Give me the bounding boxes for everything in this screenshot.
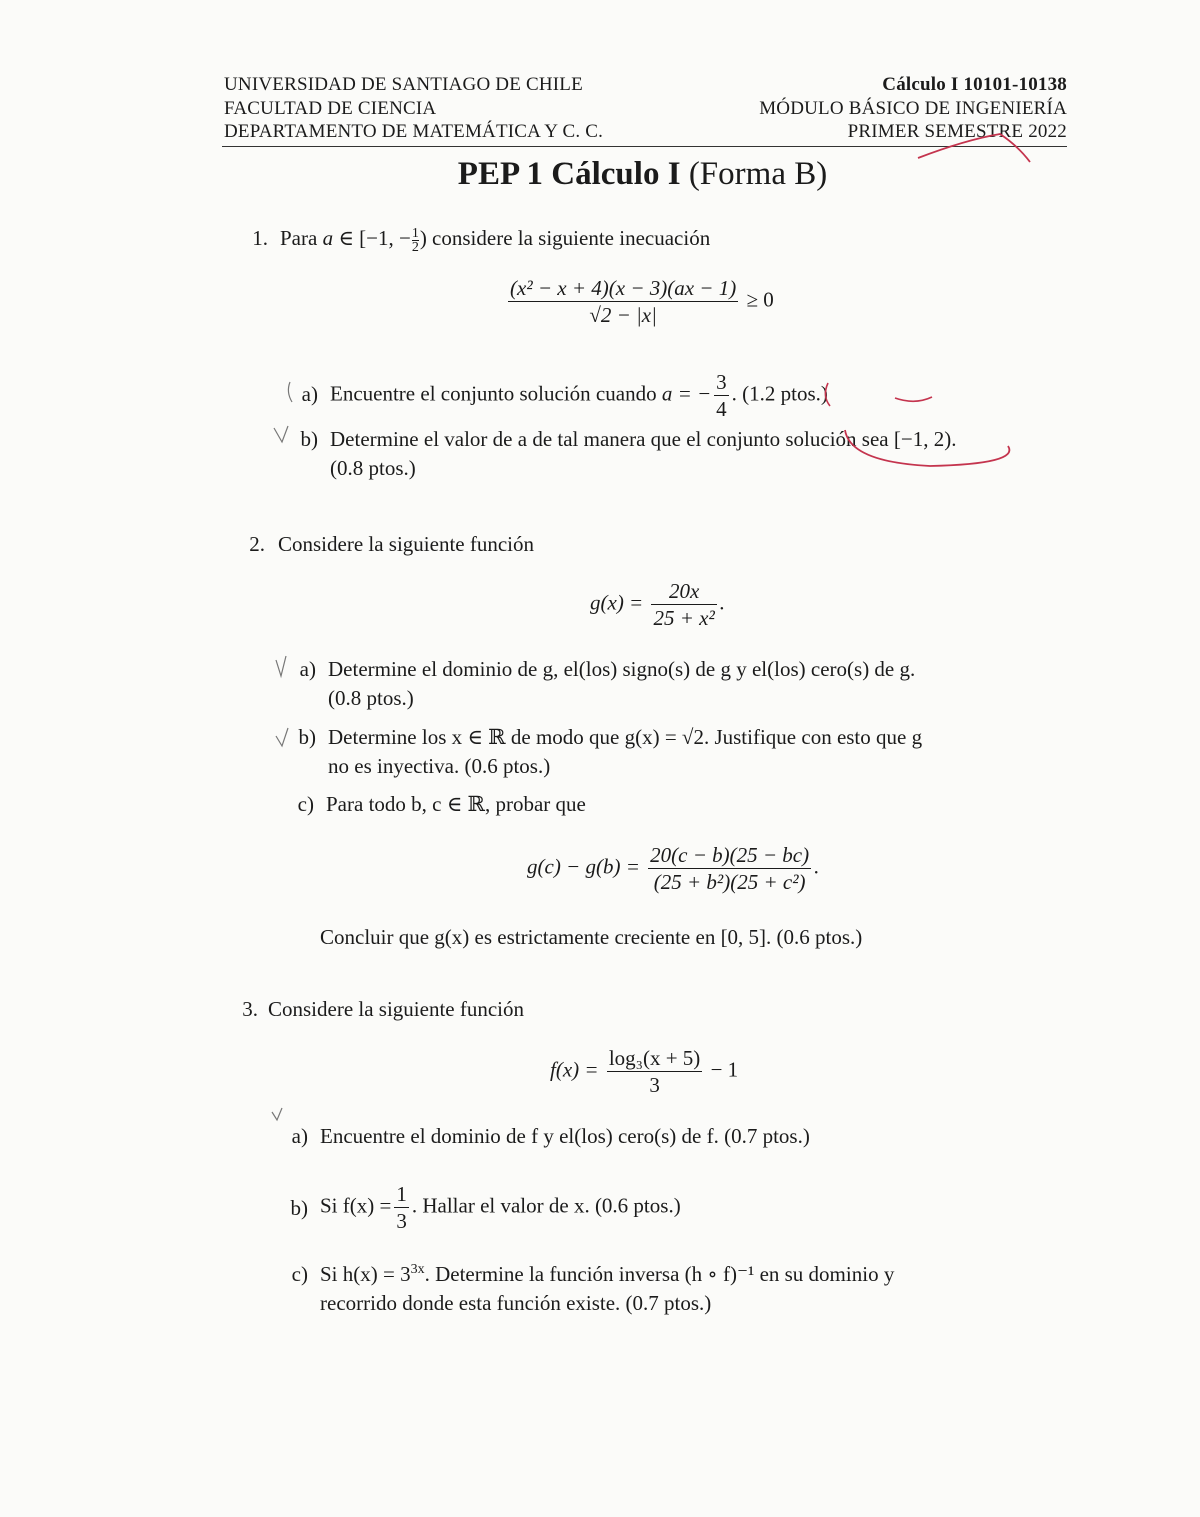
q2a-label: a) bbox=[299, 657, 316, 681]
university-name: UNIVERSIDAD DE SANTIAGO DE CHILE bbox=[224, 74, 583, 95]
q3b-statement bbox=[320, 1181, 681, 1234]
q3b-pre: Si f(x) = bbox=[320, 1193, 392, 1218]
q3c-pre: Si h(x) = 3 bbox=[320, 1262, 411, 1286]
q3-function-den: 3 bbox=[649, 1073, 660, 1097]
q1a-den: 4 bbox=[716, 397, 727, 421]
semester: PRIMER SEMESTRE 2022 bbox=[847, 121, 1067, 142]
q1-intro-post: ) considere la siguiente inecuación bbox=[419, 226, 711, 250]
q2c-equation-num: 20(c − b)(25 − bc) bbox=[650, 843, 810, 867]
q3a-label: a) bbox=[291, 1124, 308, 1148]
q1b-statement: Determine el valor de a de tal manera que el conjunto solución sea [−1, 2). bbox=[330, 427, 957, 451]
q3a-statement: Encuentre el dominio de f y el(los) cero(s) de f. (0.7 ptos.) bbox=[320, 1124, 810, 1148]
q1-intro bbox=[280, 224, 710, 254]
q2b-statement: Determine los x ∈ ℝ de modo que g(x) = √2. Justifique con esto que g bbox=[328, 725, 923, 749]
q2c-equation-den: (25 + b²)(25 + c²) bbox=[653, 870, 806, 894]
q2c-conclusion: Concluir que g(x) es estrictamente creciente en [0, 5]. (0.6 ptos.) bbox=[320, 925, 863, 949]
q2c-label: c) bbox=[297, 792, 314, 816]
q1b-label: b) bbox=[300, 427, 318, 451]
q3c-exponent: 3x bbox=[410, 1262, 425, 1277]
q1-half-num: 1 bbox=[411, 225, 419, 241]
q3-function-tail: − 1 bbox=[710, 1057, 739, 1082]
q1a-label: a) bbox=[301, 382, 318, 406]
q3c-statement-cont: recorrido donde esta función existe. (0.7 ptos.) bbox=[320, 1291, 712, 1315]
q1-half-den: 2 bbox=[411, 239, 419, 255]
q2-intro: Considere la siguiente función bbox=[278, 532, 535, 556]
header-rule bbox=[222, 146, 1067, 147]
q1b-points: (0.8 ptos.) bbox=[330, 456, 416, 480]
header-course bbox=[759, 73, 1067, 144]
q2a-statement: Determine el dominio de g, el(los) signo(s) de g y el(los) cero(s) de g. bbox=[328, 657, 916, 681]
q2-number: 2. bbox=[249, 532, 265, 556]
department-name: DEPARTAMENTO DE MATEMÁTICA Y C. C. bbox=[224, 121, 604, 142]
q1a-num: 3 bbox=[716, 370, 727, 394]
q2-function-num: 20x bbox=[651, 578, 716, 605]
q3-function-fraction bbox=[607, 1045, 703, 1098]
q1a-lhs: a = − bbox=[661, 381, 712, 406]
red-tail-mark bbox=[895, 397, 932, 401]
q3b-post: . Hallar el valor de x. (0.6 ptos.) bbox=[411, 1193, 681, 1218]
q3b-fraction bbox=[394, 1181, 409, 1234]
course-code: Cálculo I 10101-10138 bbox=[882, 74, 1067, 95]
exam-title bbox=[0, 156, 1200, 193]
q3b-label: b) bbox=[290, 1196, 308, 1220]
exam-form: (Forma B) bbox=[688, 156, 828, 192]
q1-inequation-rhs: ≥ 0 bbox=[746, 287, 774, 312]
q1-inequation-numerator: (x² − x + 4)(x − 3)(ax − 1) bbox=[510, 276, 737, 300]
q2-function: g(x) = $\frac{20x}{\text{25 + x²}}$ . bbox=[590, 579, 726, 630]
q2c-equation-fraction bbox=[648, 842, 811, 895]
faculty-name: FACULTAD DE CIENCIA bbox=[224, 97, 437, 119]
q1-half-fraction bbox=[412, 227, 419, 254]
q3c-statement bbox=[320, 1260, 894, 1288]
q2c-statement: Para todo b, c ∈ ℝ, probar que bbox=[326, 792, 586, 816]
q1a-points: . (1.2 ptos.) bbox=[731, 381, 828, 406]
q1a-statement: Encuentre el conjunto solución cuando bbox=[330, 381, 657, 406]
q1-intro-var: a bbox=[322, 226, 334, 250]
q2b-statement-cont: no es inyectiva. (0.6 ptos.) bbox=[328, 754, 551, 778]
q2-function-lhs: g(x) = bbox=[590, 590, 644, 615]
q2c-equation-lhs: g(c) − g(b) = bbox=[527, 854, 640, 879]
q1-inequation-radicand: 2 − |x| bbox=[600, 303, 657, 327]
q1-number: 1. bbox=[252, 226, 268, 250]
header-institution bbox=[224, 73, 603, 144]
q2-function-den: 25 + x² bbox=[653, 606, 715, 630]
q3-intro: Considere la siguiente función bbox=[268, 997, 525, 1021]
q3-number: 3. bbox=[242, 997, 258, 1021]
check-mark-q3a bbox=[272, 1108, 282, 1120]
q3b-num: 1 bbox=[396, 1182, 407, 1206]
q2-function-fraction bbox=[651, 578, 716, 631]
q1-inequation-denominator bbox=[508, 302, 738, 328]
q3-function-lhs: f(x) = bbox=[550, 1057, 599, 1082]
q3-function-num: log₃(x + 5) bbox=[608, 1046, 701, 1070]
q2a-points: (0.8 ptos.) bbox=[328, 686, 414, 710]
q2c-equation: g(c) − g(b) = $\frac{20(c - b)(25 - bc)}{\text{(25 + b²)(25 + c²)}}$ . bbox=[527, 843, 820, 894]
module-name: MÓDULO BÁSICO DE INGENIERÍA bbox=[759, 97, 1067, 119]
sqrt-symbol: √ bbox=[589, 303, 601, 327]
q1-inequation-fraction bbox=[508, 275, 738, 328]
q1-intro-pre: Para bbox=[280, 226, 318, 250]
q1-intro-interval: ∈ [−1, − bbox=[338, 226, 411, 250]
q3b-den: 3 bbox=[396, 1209, 407, 1233]
q3-function bbox=[550, 1045, 738, 1098]
q1-inequation bbox=[505, 275, 774, 328]
q3c-label: c) bbox=[291, 1262, 308, 1286]
q1a-text bbox=[330, 369, 828, 422]
q3c-post: . Determine la función inversa (h ∘ f)⁻¹ en su dominio y bbox=[424, 1262, 895, 1286]
q1a-fraction bbox=[714, 369, 729, 422]
q2b-label: b) bbox=[298, 725, 316, 749]
exam-title-main: PEP 1 Cálculo I bbox=[457, 156, 681, 192]
